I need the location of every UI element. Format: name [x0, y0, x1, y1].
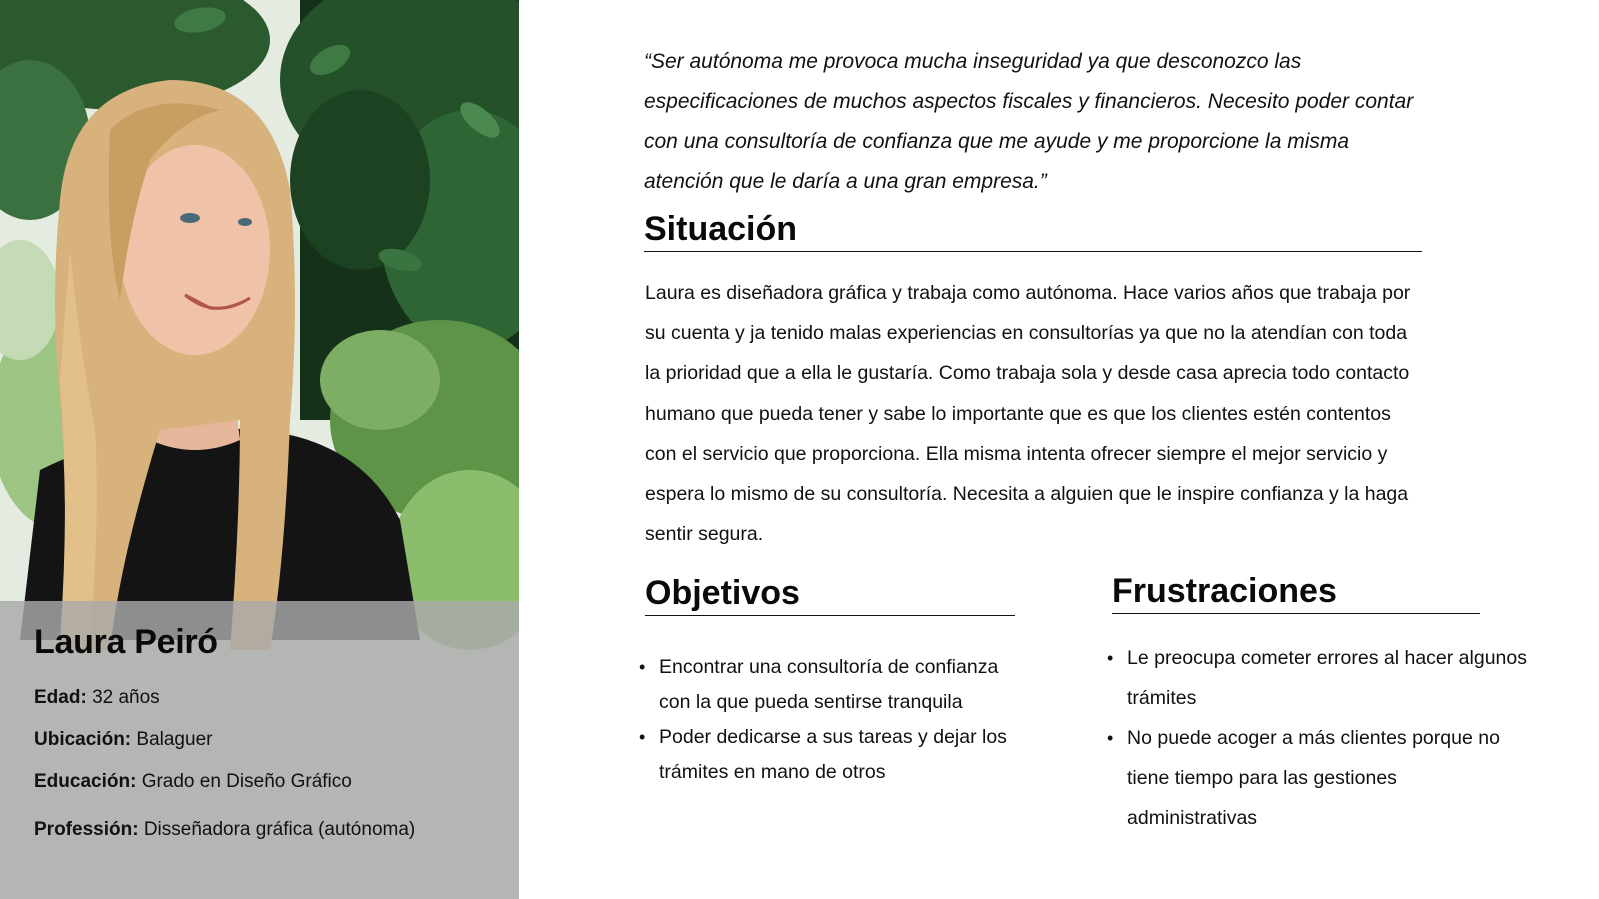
frustration-text: No puede acoger a más clientes porque no tiene tiempo para las gestiones administrativas	[1127, 727, 1500, 829]
persona-location-label: Ubicación:	[34, 729, 132, 750]
objectives-heading	[645, 574, 1015, 616]
persona-profession-label: Professión:	[34, 819, 139, 840]
persona-photo-panel	[0, 0, 519, 899]
list-item	[1107, 638, 1527, 718]
persona-age	[34, 687, 160, 709]
persona-education	[34, 771, 352, 793]
list-item	[1107, 718, 1527, 838]
bullet-icon: •	[639, 727, 646, 747]
frustrations-title: Frustraciones	[1112, 572, 1337, 610]
bullet-icon: •	[1107, 648, 1114, 668]
persona-age-label: Edad:	[34, 687, 87, 708]
objective-text: Encontrar una consultoría de confianza con la que pueda sentirse tranquila	[659, 656, 999, 713]
persona-age-value: 32 años	[92, 687, 160, 708]
frustration-text: Le preocupa cometer errores al hacer algunos trámites	[1127, 647, 1527, 709]
bullet-icon: •	[1107, 728, 1114, 748]
frustrations-heading	[1112, 572, 1480, 614]
list-item	[639, 720, 1019, 790]
objectives-title: Objetivos	[645, 574, 800, 612]
persona-name: Laura Peiró	[34, 623, 218, 661]
frustrations-list	[1107, 638, 1527, 838]
situation-text: Laura es diseñadora gráfica y trabaja como autónoma. Hace varios años que trabaja por su cuenta y ja tenido malas experiencias en consultorías ya que no la atendían con toda la prioridad que a ella le gustaría. Como trabaja sola y desde casa aprecia todo contacto humano que pueda tener y sabe lo importante que es que los clientes estén contentos con el servicio que proporciona. Ella misma intenta ofrecer siempre el mejor servicio y espera lo mismo de su consultoría. Necesita a alguien que le inspire confianza y la haga sentir segura.	[645, 282, 1411, 546]
persona-education-value: Grado en Diseño Gráfico	[141, 771, 352, 792]
objectives-list	[639, 650, 1019, 790]
objective-text: Poder dedicarse a sus tareas y dejar los trámites en mano de otros	[659, 726, 1007, 783]
persona-profession	[34, 819, 415, 841]
persona-location	[34, 729, 212, 751]
persona-quote: “Ser autónoma me provoca mucha inseguridad ya que desconozco las especificaciones de muchos aspectos fiscales y financieros. Necesito poder contar con una consultoría de confianza que me ayude y me proporcione la misma atención que le daría a una gran empresa.”	[644, 50, 1414, 193]
persona-education-label: Educación:	[34, 771, 137, 792]
persona-profession-value: Disseñadora gráfica (autónoma)	[143, 819, 416, 840]
persona-location-value: Balaguer	[136, 729, 213, 750]
bullet-icon: •	[639, 657, 646, 677]
situation-heading	[644, 210, 1422, 252]
list-item	[639, 650, 1019, 720]
situation-title: Situación	[644, 210, 798, 248]
